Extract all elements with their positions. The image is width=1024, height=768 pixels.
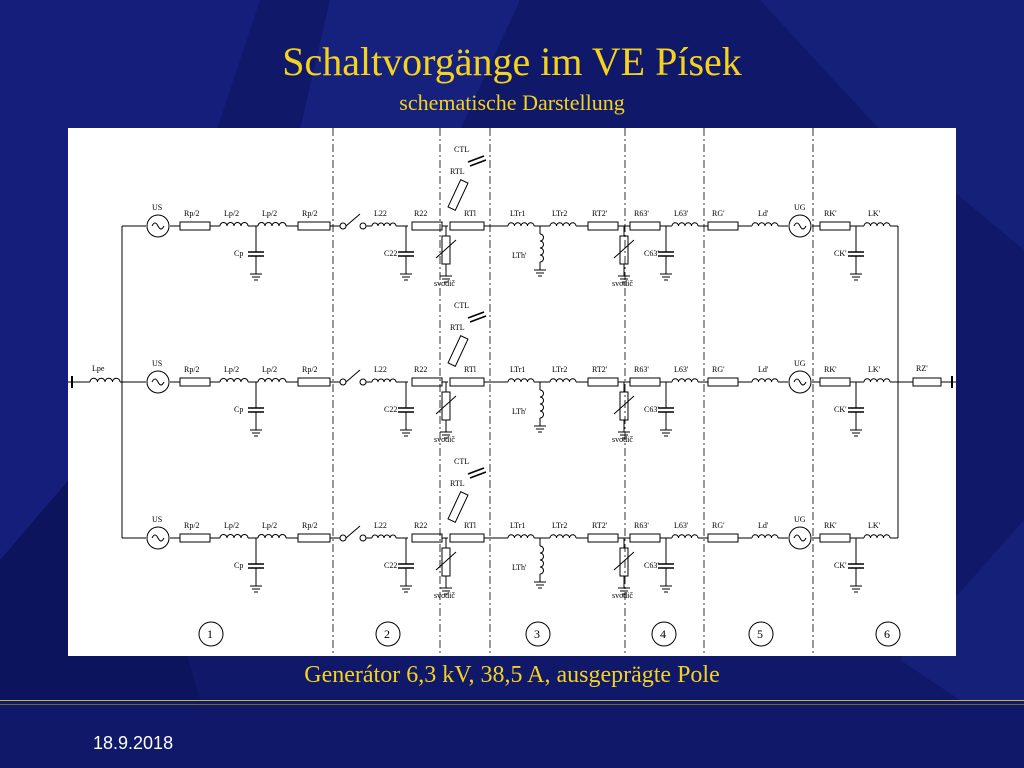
component-label: Cp — [234, 561, 244, 570]
switch-contact-icon — [360, 223, 366, 229]
resistor — [820, 222, 850, 230]
inductor — [220, 535, 248, 539]
slide-date: 18.9.2018 — [93, 733, 174, 753]
component-label: US — [152, 359, 163, 368]
component-label: CTL — [454, 301, 470, 310]
component-label: Rp/2 — [184, 365, 200, 374]
zone-number: 6 — [884, 627, 890, 641]
component-label: RTl — [464, 209, 476, 218]
inductor — [672, 535, 698, 538]
component-label: LTh' — [512, 563, 527, 572]
inductor — [220, 379, 248, 383]
resistor — [630, 534, 660, 542]
arrester-icon — [620, 392, 628, 420]
slide-caption: Generátor 6,3 kV, 38,5 A, ausgeprägte Pole — [304, 662, 720, 688]
component-label: RZ' — [916, 364, 928, 373]
inductor — [672, 379, 698, 382]
resistor — [412, 378, 442, 386]
switch-contact-icon — [360, 535, 366, 541]
component-label: Lp/2 — [224, 521, 240, 530]
resistor — [708, 534, 738, 542]
resistor — [298, 378, 330, 386]
inductor — [550, 379, 576, 382]
component-label: CK' — [834, 405, 847, 414]
component-label: R22 — [414, 209, 428, 218]
inductor — [550, 223, 576, 226]
slide-subtitle: schematische Darstellung — [399, 90, 625, 115]
component-label: Lp/2 — [224, 365, 240, 374]
footer-divider-secondary — [0, 704, 1024, 705]
component-label: LTr1 — [510, 521, 526, 530]
switch-blade-icon — [346, 526, 360, 538]
component-label: L63' — [674, 521, 689, 530]
switch-contact-icon — [340, 223, 346, 229]
component-label: svodič — [612, 435, 633, 444]
component-label: LTr1 — [510, 365, 526, 374]
component-label: RK' — [824, 521, 837, 530]
inductor — [672, 223, 698, 226]
resistor — [412, 534, 442, 542]
component-label: C22 — [384, 249, 398, 258]
resistor — [588, 534, 618, 542]
component-label: Cp — [234, 405, 244, 414]
component-label: RT2' — [592, 209, 608, 218]
switch-blade-icon — [346, 214, 360, 226]
component-label: RTL — [450, 323, 465, 332]
component-label: R22 — [414, 521, 428, 530]
slide-title: Schaltvorgänge im VE Písek — [282, 39, 742, 84]
component-label: R22 — [414, 365, 428, 374]
zone-number: 4 — [660, 627, 666, 641]
inductor — [508, 223, 534, 226]
component-label: C22 — [384, 561, 398, 570]
inductor — [258, 535, 286, 539]
component-label: UG — [794, 359, 806, 368]
component-label: LTr2 — [552, 365, 568, 374]
component-label: US — [152, 203, 163, 212]
component-label: RG' — [712, 209, 725, 218]
inductor — [508, 379, 534, 382]
component-label: svodič — [612, 591, 633, 600]
inductor — [372, 535, 396, 538]
component-label: LTh' — [512, 407, 527, 416]
component-label: L22 — [374, 521, 387, 530]
resistor — [450, 222, 484, 230]
component-label: Rp/2 — [184, 521, 200, 530]
schematic-panel — [68, 128, 956, 656]
component-label: CK' — [834, 249, 847, 258]
component-label: RTl — [464, 365, 476, 374]
component-label: LK' — [868, 365, 881, 374]
switch-blade-icon — [346, 370, 360, 382]
resistor — [820, 534, 850, 542]
arrester-icon — [620, 236, 628, 264]
zone-number: 5 — [757, 627, 763, 641]
resistor — [180, 222, 210, 230]
resistor — [450, 378, 484, 386]
inductor — [864, 379, 890, 382]
inductor — [540, 390, 544, 418]
component-label: LTr2 — [552, 209, 568, 218]
arrester-icon — [442, 548, 450, 576]
component-label: Ld' — [758, 521, 769, 530]
resistor — [412, 222, 442, 230]
component-label: Lpe — [92, 364, 105, 373]
resistor — [298, 534, 330, 542]
inductor — [864, 535, 890, 538]
resistor — [630, 222, 660, 230]
left-source-inductor — [90, 378, 120, 382]
component-label: svodič — [612, 279, 633, 288]
resistor — [708, 378, 738, 386]
component-label: RG' — [712, 521, 725, 530]
component-label: svodič — [434, 279, 455, 288]
resistor — [708, 222, 738, 230]
component-label: Cp — [234, 249, 244, 258]
component-label: C63' — [644, 249, 659, 258]
inductor — [550, 535, 576, 538]
component-label: L63' — [674, 209, 689, 218]
component-label: svodič — [434, 435, 455, 444]
component-label: LK' — [868, 521, 881, 530]
component-label: svodič — [434, 591, 455, 600]
resistor — [180, 378, 210, 386]
resistor — [820, 378, 850, 386]
inductor — [372, 223, 396, 226]
component-label: Rp/2 — [184, 209, 200, 218]
component-label: LTr1 — [510, 209, 526, 218]
component-label: RT2' — [592, 521, 608, 530]
inductor — [864, 223, 890, 226]
component-label: C22 — [384, 405, 398, 414]
switch-contact-icon — [360, 379, 366, 385]
inductor — [372, 379, 396, 382]
inductor — [220, 223, 248, 227]
zone-number: 3 — [534, 627, 540, 641]
component-label: Ld' — [758, 365, 769, 374]
resistor — [450, 534, 484, 542]
component-label: Rp/2 — [302, 365, 318, 374]
resistor — [298, 222, 330, 230]
right-load-resistor — [913, 378, 941, 386]
zone-number: 1 — [207, 627, 213, 641]
component-label: RT2' — [592, 365, 608, 374]
component-label: R63' — [634, 521, 649, 530]
resistor — [180, 534, 210, 542]
component-label: CTL — [454, 145, 470, 154]
coupling-resistor — [448, 492, 468, 523]
component-label: CTL — [454, 457, 470, 466]
zone-number: 2 — [384, 627, 390, 641]
inductor — [540, 546, 544, 574]
inductor — [540, 234, 544, 262]
inductor — [752, 379, 778, 382]
coupling-resistor — [448, 180, 468, 211]
inductor — [752, 535, 778, 538]
component-label: C63' — [644, 561, 659, 570]
component-label: Lp/2 — [224, 209, 240, 218]
component-label: CK' — [834, 561, 847, 570]
component-label: LTh' — [512, 251, 527, 260]
footer-divider — [0, 700, 1024, 701]
inductor — [258, 379, 286, 383]
component-label: RTL — [450, 167, 465, 176]
component-label: RTL — [450, 479, 465, 488]
component-label: UG — [794, 203, 806, 212]
component-label: Lp/2 — [262, 209, 278, 218]
resistor — [588, 378, 618, 386]
switch-contact-icon — [340, 535, 346, 541]
component-label: Rp/2 — [302, 209, 318, 218]
component-label: L22 — [374, 365, 387, 374]
switch-contact-icon — [340, 379, 346, 385]
arrester-icon — [442, 236, 450, 264]
component-label: RK' — [824, 365, 837, 374]
inductor — [508, 535, 534, 538]
component-label: LK' — [868, 209, 881, 218]
component-label: LTr2 — [552, 521, 568, 530]
inductor — [258, 223, 286, 227]
component-label: C63' — [644, 405, 659, 414]
component-label: R63' — [634, 365, 649, 374]
component-label: Rp/2 — [302, 521, 318, 530]
component-label: UG — [794, 515, 806, 524]
schematic-diagram — [68, 128, 956, 656]
component-label: RK' — [824, 209, 837, 218]
component-label: US — [152, 515, 163, 524]
component-label: Ld' — [758, 209, 769, 218]
arrester-icon — [442, 392, 450, 420]
component-label: RG' — [712, 365, 725, 374]
inductor — [752, 223, 778, 226]
component-label: Lp/2 — [262, 521, 278, 530]
component-label: L63' — [674, 365, 689, 374]
component-label: R63' — [634, 209, 649, 218]
component-label: Lp/2 — [262, 365, 278, 374]
coupling-resistor — [448, 336, 468, 367]
resistor — [630, 378, 660, 386]
component-label: RTl — [464, 521, 476, 530]
arrester-icon — [620, 548, 628, 576]
component-label: L22 — [374, 209, 387, 218]
resistor — [588, 222, 618, 230]
